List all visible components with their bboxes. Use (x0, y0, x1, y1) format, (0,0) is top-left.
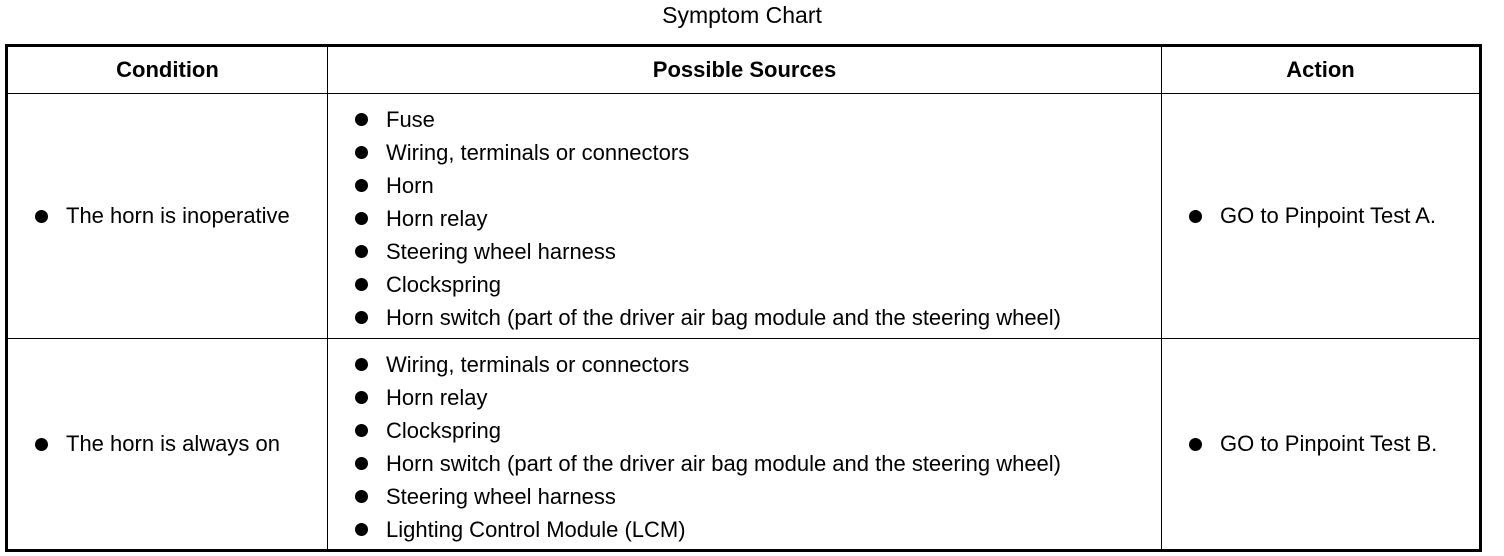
condition-cell (7, 94, 328, 339)
list-item (328, 268, 1161, 301)
sources-list (328, 94, 1161, 338)
bullet-icon (355, 391, 368, 404)
list-item (328, 301, 1161, 334)
list-item (328, 447, 1161, 480)
action-text: GO to Pinpoint Test A. (1220, 203, 1437, 228)
bullet-icon (35, 210, 48, 223)
table-header-row (7, 46, 1481, 94)
bullet-icon (1189, 438, 1202, 451)
source-text: Horn switch (part of the driver air bag module and the steering wheel) (386, 304, 1062, 330)
table-row (7, 339, 1481, 551)
source-text: Horn switch (part of the driver air bag module and the steering wheel) (386, 450, 1062, 476)
sources-header: Possible Sources (328, 46, 1162, 94)
list-item (328, 513, 1161, 546)
list-item (328, 169, 1161, 202)
list-item (328, 480, 1161, 513)
source-text: Horn (386, 172, 434, 198)
source-text: Lighting Control Module (LCM) (386, 516, 686, 542)
bullet-icon (35, 438, 48, 451)
bullet-icon (355, 358, 368, 371)
table-row (7, 94, 1481, 339)
source-text: Wiring, terminals or connectors (386, 139, 690, 165)
sources-list (328, 340, 1161, 548)
condition-header: Condition (7, 46, 328, 94)
sources-cell (328, 339, 1162, 551)
bullet-icon (355, 212, 368, 225)
condition-text: The horn is inoperative (66, 203, 290, 228)
bullet-icon (355, 311, 368, 324)
bullet-icon (355, 278, 368, 291)
action-text: GO to Pinpoint Test B. (1220, 431, 1438, 456)
condition-text: The horn is always on (66, 431, 280, 456)
bullet-icon (355, 457, 368, 470)
source-text: Wiring, terminals or connectors (386, 351, 690, 377)
list-item (328, 414, 1161, 447)
bullet-icon (355, 113, 368, 126)
bullet-icon (355, 490, 368, 503)
source-text: Steering wheel harness (386, 483, 616, 509)
list-item (328, 103, 1161, 136)
list-item (328, 381, 1161, 414)
list-item (328, 348, 1161, 381)
source-text: Clockspring (386, 417, 501, 443)
bullet-icon (355, 245, 368, 258)
action-header: Action (1162, 46, 1481, 94)
condition-cell (7, 339, 328, 551)
bullet-icon (355, 424, 368, 437)
source-text: Clockspring (386, 271, 501, 297)
bullet-icon (355, 523, 368, 536)
action-cell (1162, 339, 1481, 551)
source-text: Horn relay (386, 205, 488, 231)
symptom-table (5, 44, 1482, 552)
source-text: Horn relay (386, 384, 488, 410)
list-item (328, 202, 1161, 235)
page-title: Symptom Chart (662, 2, 822, 28)
bullet-icon (355, 179, 368, 192)
bullet-icon (1189, 210, 1202, 223)
source-text: Fuse (386, 106, 435, 132)
source-text: Steering wheel harness (386, 238, 616, 264)
sources-cell (328, 94, 1162, 339)
list-item (328, 235, 1161, 268)
bullet-icon (355, 146, 368, 159)
list-item (328, 136, 1161, 169)
action-cell (1162, 94, 1481, 339)
